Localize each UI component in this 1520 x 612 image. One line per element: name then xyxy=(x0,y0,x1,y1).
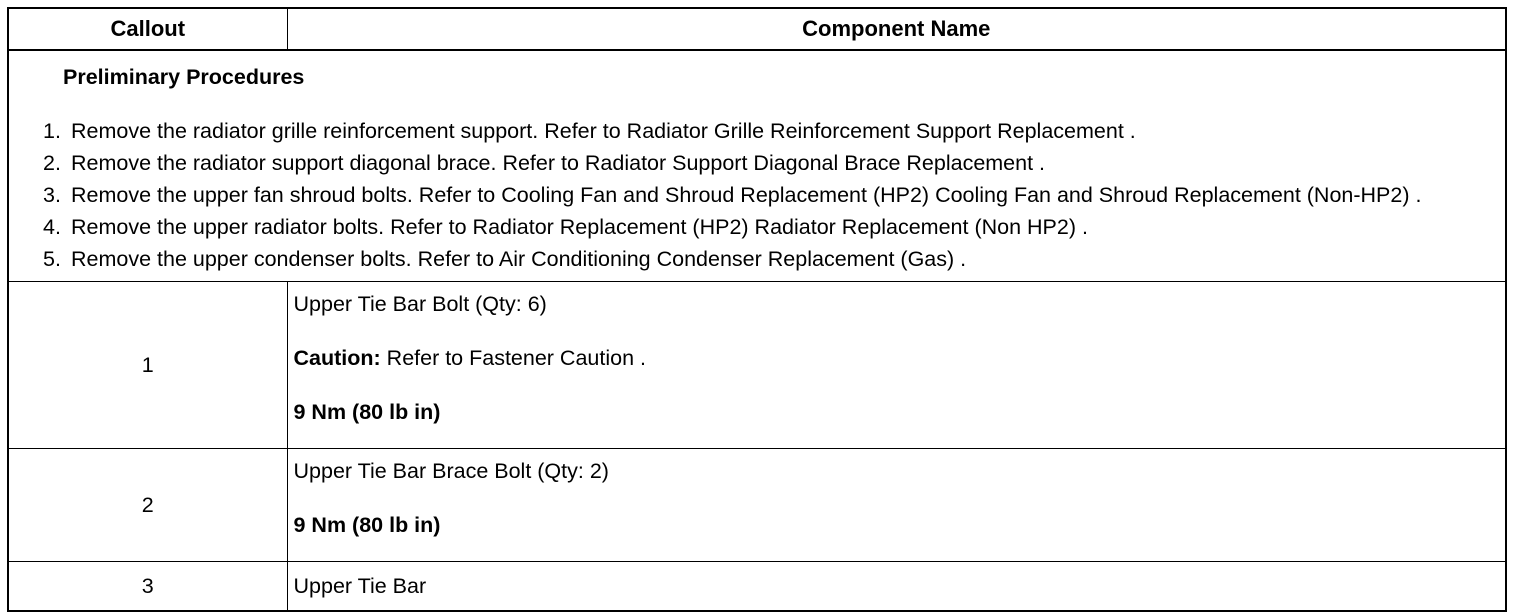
list-item xyxy=(9,147,1505,179)
preliminary-procedures xyxy=(8,50,1506,282)
step-number: 4 . xyxy=(9,211,63,243)
step-number: 1 . xyxy=(9,115,63,147)
step-text: Remove the upper fan shroud bolts. Refer to Cooling Fan and Shroud Replacement (HP2) Cooling Fan and Shroud Replacement (Non-HP2) . xyxy=(71,183,1422,207)
component-cell xyxy=(287,449,1506,562)
component-name: Upper Tie Bar Bolt (Qty: 6) xyxy=(293,292,547,316)
list-item xyxy=(9,115,1505,147)
callout-table-container xyxy=(7,7,1507,599)
caution-label: Caution: xyxy=(293,346,381,370)
step-text: Remove the upper radiator bolts. Refer to Radiator Replacement (HP2) Radiator Replacement (Non HP2) . xyxy=(71,215,1088,239)
step-text: Remove the radiator support diagonal brace. Refer to Radiator Support Diagonal Brace Replacement . xyxy=(71,151,1046,175)
callout-number: 3 xyxy=(8,562,287,612)
table-row xyxy=(8,562,1506,612)
caution-text: Refer to Fastener Caution . xyxy=(380,346,646,370)
preliminary-row xyxy=(8,50,1506,282)
component-name: Upper Tie Bar xyxy=(293,573,427,598)
list-item xyxy=(9,243,1505,275)
table-header-row xyxy=(8,8,1506,50)
header-component-name: Component Name xyxy=(287,8,1506,50)
header-callout: Callout xyxy=(8,8,287,50)
callout-number: 2 xyxy=(8,449,287,562)
step-text: Remove the radiator grille reinforcement support. Refer to Radiator Grille Reinforcement Support Replacement . xyxy=(71,119,1136,143)
table-row xyxy=(8,282,1506,449)
torque-spec: 9 Nm (80 lb in) xyxy=(293,513,441,537)
step-number: 5 . xyxy=(9,243,63,275)
component-name: Upper Tie Bar Brace Bolt (Qty: 2) xyxy=(293,459,609,483)
preliminary-steps xyxy=(9,115,1505,275)
component-cell xyxy=(287,282,1506,449)
step-number: 2 . xyxy=(9,147,63,179)
caution-note xyxy=(294,344,1500,373)
callout-table xyxy=(7,7,1507,612)
torque-spec: 9 Nm (80 lb in) xyxy=(293,400,441,424)
component-cell xyxy=(287,562,1506,612)
list-item xyxy=(9,179,1505,211)
preliminary-title: Preliminary Procedures xyxy=(63,65,305,89)
list-item xyxy=(9,211,1505,243)
table-row xyxy=(8,449,1506,562)
callout-number: 1 xyxy=(8,282,287,449)
step-text: Remove the upper condenser bolts. Refer to Air Conditioning Condenser Replacement (Gas) . xyxy=(71,247,967,271)
step-number: 3 . xyxy=(9,179,63,211)
